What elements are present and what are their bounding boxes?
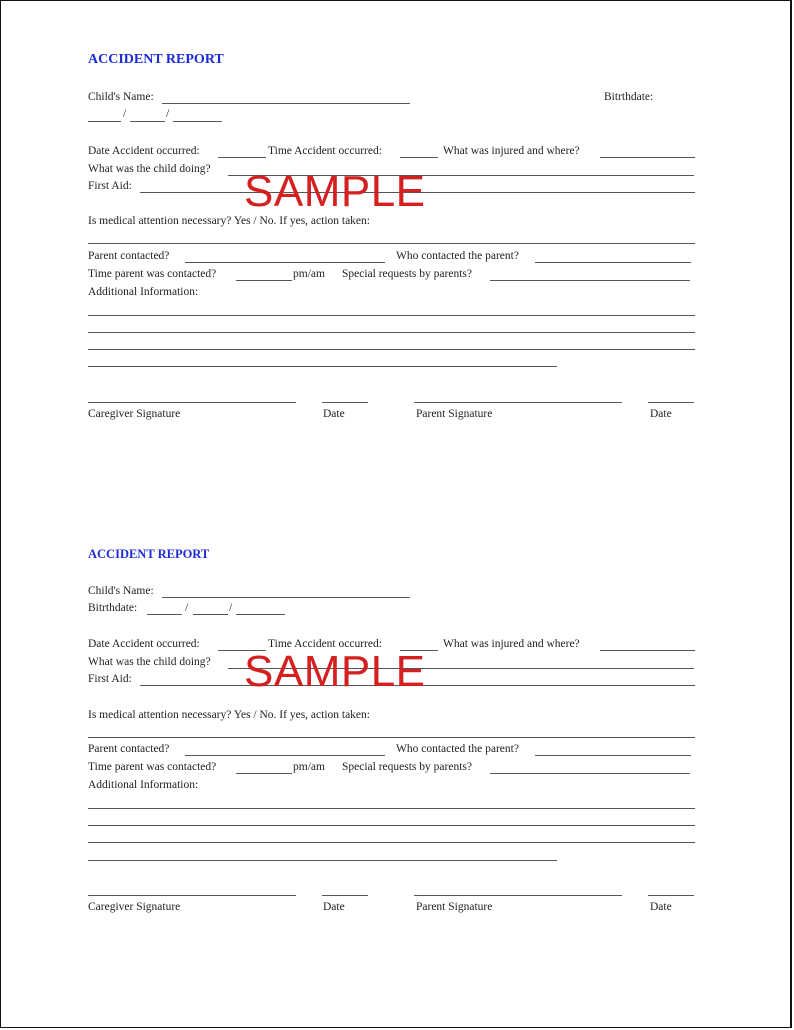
birthdate-separator: / xyxy=(166,108,170,120)
action-taken-field[interactable] xyxy=(88,737,695,738)
who-contacted-label: Who contacted the parent? xyxy=(396,743,519,755)
childs-name-field[interactable] xyxy=(162,103,410,104)
additional-info-label: Additional Information: xyxy=(88,286,199,298)
injured-where-field[interactable] xyxy=(600,650,695,651)
first-aid-label: First Aid: xyxy=(88,180,132,192)
parent-date-line[interactable] xyxy=(648,402,694,403)
date-occurred-field[interactable] xyxy=(218,157,266,158)
birthdate-label: Bitrthdate: xyxy=(88,602,138,614)
time-occurred-label: Time Accident occurred: xyxy=(268,638,382,650)
caregiver-signature-label: Caregiver Signature xyxy=(88,408,181,420)
additional-info-line[interactable] xyxy=(88,349,695,350)
birthdate-year-line[interactable] xyxy=(236,614,285,615)
who-contacted-field[interactable] xyxy=(535,262,691,263)
pm-am-label: pm/am xyxy=(293,268,325,280)
additional-info-line[interactable] xyxy=(88,808,695,809)
date-label: Date xyxy=(323,901,345,913)
pm-am-label: pm/am xyxy=(293,761,325,773)
parent-signature-line[interactable] xyxy=(414,402,622,403)
who-contacted-field[interactable] xyxy=(535,755,691,756)
additional-info-line[interactable] xyxy=(88,315,695,316)
additional-info-line[interactable] xyxy=(88,860,557,861)
date-label: Date xyxy=(323,408,345,420)
caregiver-signature-line[interactable] xyxy=(88,402,296,403)
date-occurred-label: Date Accident occurred: xyxy=(88,145,200,157)
parent-signature-label: Parent Signature xyxy=(416,408,493,420)
medical-attention-label: Is medical attention necessary? Yes / No. If yes, action taken: xyxy=(88,215,370,227)
caregiver-signature-label: Caregiver Signature xyxy=(88,901,181,913)
time-parent-contacted-label: Time parent was contacted? xyxy=(88,761,217,773)
time-occurred-field[interactable] xyxy=(400,157,438,158)
birthdate-label: Bitrthdate: xyxy=(604,91,654,103)
additional-info-label: Additional Information: xyxy=(88,779,199,791)
birthdate-day-line[interactable] xyxy=(193,614,228,615)
childs-name-label: Child's Name: xyxy=(88,585,154,597)
additional-info-line[interactable] xyxy=(88,332,695,333)
additional-info-line[interactable] xyxy=(88,825,695,826)
parent-contacted-label: Parent contacted? xyxy=(88,743,170,755)
parent-signature-label: Parent Signature xyxy=(416,901,493,913)
child-doing-label: What was the child doing? xyxy=(88,163,211,175)
special-requests-label: Special requests by parents? xyxy=(342,761,472,773)
time-parent-contacted-field[interactable] xyxy=(236,280,292,281)
action-taken-field[interactable] xyxy=(88,243,695,244)
parent-contacted-label: Parent contacted? xyxy=(88,250,170,262)
birthdate-month-line[interactable] xyxy=(147,614,182,615)
special-requests-label: Special requests by parents? xyxy=(342,268,472,280)
parent-contacted-field[interactable] xyxy=(185,755,385,756)
additional-info-line[interactable] xyxy=(88,366,557,367)
caregiver-signature-line[interactable] xyxy=(88,895,296,896)
birthdate-separator: / xyxy=(123,108,127,120)
birthdate-separator: / xyxy=(229,602,233,614)
date-label: Date xyxy=(650,408,672,420)
birthdate-month-line[interactable] xyxy=(88,121,121,122)
date-label: Date xyxy=(650,901,672,913)
additional-info-line[interactable] xyxy=(88,842,695,843)
sample-watermark: SAMPLE xyxy=(244,647,426,696)
parent-date-line[interactable] xyxy=(648,895,694,896)
parent-signature-line[interactable] xyxy=(414,895,622,896)
sample-watermark: SAMPLE xyxy=(244,167,426,216)
who-contacted-label: Who contacted the parent? xyxy=(396,250,519,262)
special-requests-field[interactable] xyxy=(490,773,690,774)
special-requests-field[interactable] xyxy=(490,280,690,281)
injured-where-label: What was injured and where? xyxy=(443,638,580,650)
medical-attention-label: Is medical attention necessary? Yes / No. If yes, action taken: xyxy=(88,709,370,721)
time-parent-contacted-field[interactable] xyxy=(236,773,292,774)
injured-where-label: What was injured and where? xyxy=(443,145,580,157)
childs-name-label: Child's Name: xyxy=(88,91,154,103)
caregiver-date-line[interactable] xyxy=(322,895,368,896)
birthdate-day-line[interactable] xyxy=(130,121,165,122)
birthdate-separator: / xyxy=(185,602,189,614)
parent-contacted-field[interactable] xyxy=(185,262,385,263)
date-occurred-label: Date Accident occurred: xyxy=(88,638,200,650)
injured-where-field[interactable] xyxy=(600,157,695,158)
time-occurred-label: Time Accident occurred: xyxy=(268,145,382,157)
childs-name-field[interactable] xyxy=(162,597,410,598)
child-doing-label: What was the child doing? xyxy=(88,656,211,668)
caregiver-date-line[interactable] xyxy=(322,402,368,403)
birthdate-year-line[interactable] xyxy=(173,121,222,122)
form-title: ACCIDENT REPORT xyxy=(88,52,224,67)
time-parent-contacted-label: Time parent was contacted? xyxy=(88,268,217,280)
form-title: ACCIDENT REPORT xyxy=(88,547,210,561)
first-aid-label: First Aid: xyxy=(88,673,132,685)
